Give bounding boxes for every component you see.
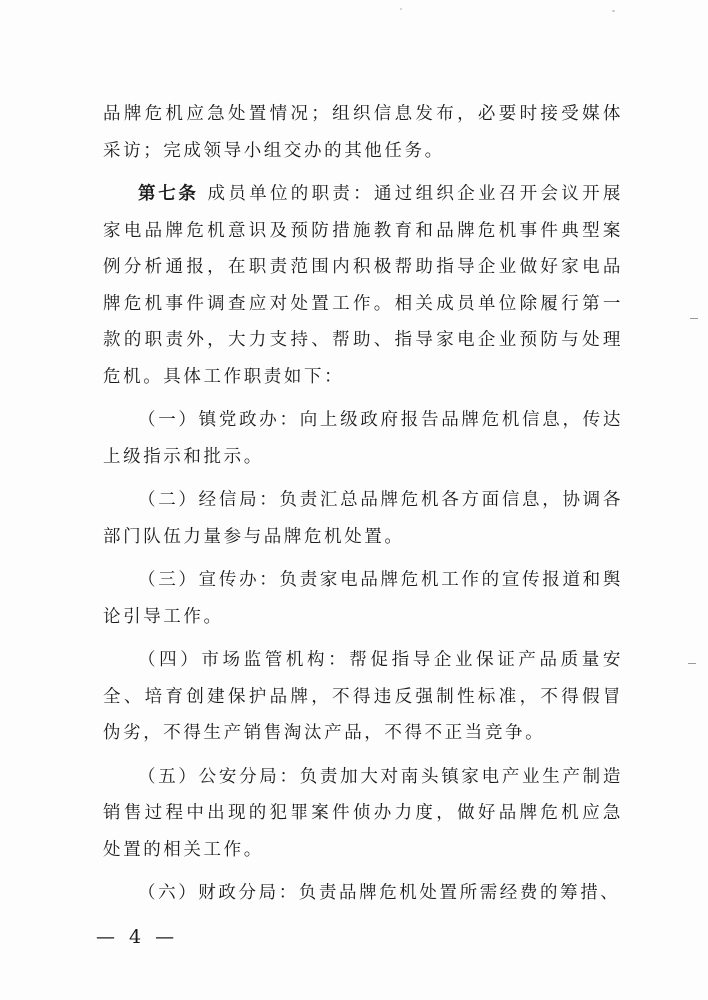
paragraph-text: （三）宣传办：负责家电品牌危机工作的宣传报道和舆论引导工作。 [103,570,623,627]
paragraph-text: 成员单位的职责：通过组织企业召开会议开展家电品牌危机意识及预防措施教育和品牌危机事件典型案例分析通报，在职责范围内积极帮助指导企业做好家电品牌危机事件调查应对处置工作。相关成员单位除履行第一款的职责外，大力支持、帮助、指导家电企业预防与处理危机。具体工作职责如下： [103,184,624,387]
scan-edge-mark [688,663,696,664]
paragraph-item-3 [103,562,623,635]
paragraph-item-5 [103,759,623,869]
paragraph-article-7 [103,176,623,395]
page-number: — 4 — [96,926,179,948]
paragraph-item-2 [103,482,623,555]
paragraph-text: （一）镇党政办：向上级政府报告品牌危机信息，传达上级指示和批示。 [103,410,623,467]
paragraph-item-4 [103,642,623,752]
scan-speck [400,8,402,10]
paragraph-text: （六）财政分局：负责品牌危机处置所需经费的筹措、 [138,883,621,903]
paragraph-text: 品牌危机应急处置情况；组织信息发布，必要时接受媒体采访；完成领导小组交办的其他任务。 [103,104,623,161]
paragraph-continuation [103,96,623,169]
document-body [103,96,623,912]
scan-edge-mark [690,318,698,319]
scan-speck [612,10,615,12]
paragraph-text: （四）市场监管机构：帮促指导企业保证产品质量安全、培育创建保护品牌，不得违反强制性标准，不得假冒伪劣，不得生产销售淘汰产品，不得不正当竞争。 [103,650,623,743]
paragraph-item-6 [103,875,623,912]
paragraph-text: （二）经信局：负责汇总品牌危机各方面信息，协调各部门队伍力量参与品牌危机处置。 [103,490,623,547]
paragraph-text: （五）公安分局：负责加大对南头镇家电产业生产制造销售过程中出现的犯罪案件侦办力度，做好品牌危机应急处置的相关工作。 [103,766,623,860]
article-heading: 第七条 [138,184,199,204]
paragraph-item-1 [103,402,623,475]
